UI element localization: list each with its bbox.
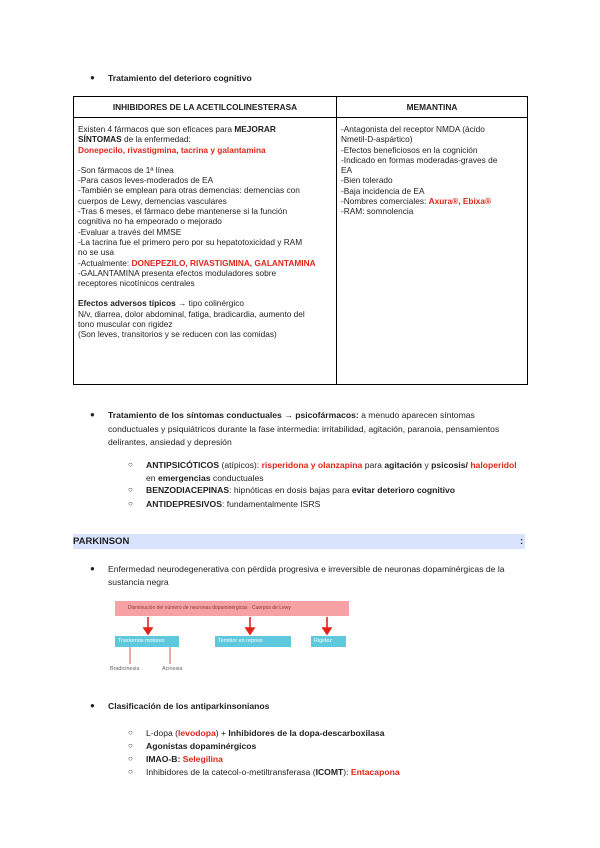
col1-line: cuerpos de Lewy, demencias vasculares (78, 195, 227, 206)
col1-line: -También se emplean para otras demencias: demencias con (78, 185, 300, 196)
imaob-selegilina: Selegilina (182, 754, 223, 764)
imaob-label: IMAO-B: (146, 754, 181, 764)
col1-intro: Existen 4 fármacos que son eficaces para (78, 124, 233, 134)
antipsicoticos-item (146, 460, 517, 483)
antipsicoticos-drugs: risperidona y olanzapina (261, 460, 363, 470)
diagram-leaf-acinesia: Acinesia (162, 666, 183, 672)
diagram-bar-text: Disminución del número de neuronas dopaminérgicas · Cuerpos de Lewy (128, 605, 291, 611)
col1-line: -Tras 6 meses, el fármaco debe mantenerse si la función (78, 206, 288, 217)
col1-actual-drugs: DONEPEZILO, RIVASTIGMINA, GALANTAMINA (131, 257, 316, 268)
col1-line: -Evaluar a través del MMSE (78, 226, 182, 237)
arrow-head-rigidez (323, 628, 331, 634)
col2-cell (337, 118, 528, 385)
antipsicoticos-agitacion: agitación (384, 460, 423, 470)
ldopa-text: L-dopa ( (146, 728, 179, 738)
diagram-box-motor: Trastornos motores (115, 636, 179, 647)
diagram-box-temblor: Temblor en reposo (215, 636, 291, 647)
section2-paragraph (108, 410, 499, 448)
section2-bold: Tratamiento de los síntomas conductuales → psicofármacos: (108, 410, 359, 420)
icomt-label: ICOMT (315, 767, 344, 777)
icomt-entacapona: Entacapona (350, 767, 400, 777)
col1-adverse-rest: → tipo colinérgico (178, 298, 245, 309)
parkinson-description (108, 564, 505, 587)
col2-line: -Baja incidencia de EA (341, 185, 425, 196)
circle-bullet-icon: ○ (128, 460, 133, 469)
arrow-head-temblor (246, 628, 254, 634)
col2-commercial-names: Axura®, Ebixa® (428, 196, 492, 207)
circle-bullet-icon: ○ (128, 767, 133, 776)
treatment-table (73, 96, 528, 385)
col1-line: -Son fármacos de 1ª línea (78, 164, 174, 175)
bullet-icon: ● (90, 564, 95, 573)
antipsicoticos-psicosis: psicosis/ (431, 460, 468, 470)
arrow-head-motor (144, 628, 152, 634)
col2-line: EA (341, 165, 353, 176)
ldopa-inhibidores: Inhibidores de la dopa-descarboxilasa (228, 728, 385, 738)
ldopa-text2: ) + (215, 728, 227, 738)
col2-line: -Indicado en formas moderadas-graves de (341, 154, 498, 165)
col1-line: -Para casos leves-moderados de EA (78, 175, 214, 186)
col1-intro-bold: MEJORAR (234, 124, 276, 134)
antipsicoticos-label: ANTIPSICÓTICOS (146, 460, 220, 470)
section2-line3: delirantes, ansiedad y depresión (108, 437, 232, 448)
circle-bullet-icon: ○ (128, 754, 133, 763)
benzodiacepinas-text: : hipnóticas en dosis bajas para (229, 485, 350, 495)
col1-line: -GALANTAMINA presenta efectos moduladores sobre (78, 267, 277, 278)
parkinson-title: PARKINSON (73, 536, 130, 547)
ldopa-item (146, 728, 385, 739)
ldopa-levodopa: levodopa (178, 728, 216, 738)
circle-bullet-icon: ○ (128, 741, 133, 750)
col1-line: receptores nicotínicos centrales (78, 278, 195, 289)
col2-header: MEMANTINA (337, 97, 528, 118)
section-heading-deterioro: Tratamiento del deterioro cognitivo (108, 73, 252, 83)
bullet-icon: ● (90, 410, 95, 419)
diagram-leaf-bradicinesia: Bradicinesia (110, 666, 140, 672)
antipsicoticos-en: en (146, 472, 156, 483)
bullet-icon: ● (90, 701, 95, 710)
col1-line: (Son leves, transitorios y se reducen con las comidas) (78, 329, 277, 340)
col1-drugs: Donepecilo, rivastigmina, tacrina y galantamina (78, 144, 266, 155)
diagram-box-rigidez: Rigidez (311, 636, 346, 647)
col1-line: cognitiva no ha empeorado o mejorado (78, 216, 222, 227)
antipsicoticos-conductuales: conductuales (212, 472, 264, 483)
benzodiacepinas-label: BENZODIACEPINAS (146, 485, 230, 495)
col1-line: tono muscular con rigidez (78, 319, 173, 330)
col2-line: -Bien tolerado (341, 175, 393, 186)
antipsicoticos-atipicos: (atípicos): (221, 460, 260, 470)
col2-line: -Antagonista del receptor NMDA (ácido (341, 124, 485, 134)
antipsicoticos-y: y (424, 460, 429, 470)
icomt-text2: ): (343, 767, 349, 777)
col1-intro2: de la enfermedad: (123, 134, 191, 145)
col1-line: -La tacrina fue el primero pero por su hepatotoxicidad y RAM (78, 236, 303, 247)
col1-header: INHIBIDORES DE LA ACETILCOLINESTERASA (74, 97, 337, 118)
parkinson-header-band (73, 534, 525, 549)
circle-bullet-icon: ○ (128, 728, 133, 737)
col1-line: no se usa (78, 247, 114, 258)
parkinson-desc-line1: Enfermedad neurodegenerativa con pérdida progresiva e irreversible de neuronas dopaminérgicas de la (108, 564, 505, 574)
bullet-icon: ● (90, 73, 95, 82)
section2-line2: conductuales y psiquiátricos durante la fase intermedia: irritabilidad, agitación, paranoia, pensamientos (108, 423, 500, 434)
antipsicoticos-para: para (364, 460, 382, 470)
icomt-item (146, 767, 400, 778)
circle-bullet-icon: ○ (128, 485, 133, 494)
agonistas-item: Agonistas dopaminérgicos (146, 741, 257, 751)
col2-line: Nmetil-D-aspártico) (341, 134, 413, 145)
classification-heading: Clasificación de los antiparkinsonianos (108, 701, 270, 711)
col1-intro2-bold: SÍNTOMAS (78, 134, 122, 145)
col2-ram: -RAM: somnolencia (341, 206, 414, 217)
col2-commercial-prefix: -Nombres comerciales: (341, 196, 427, 207)
circle-bullet-icon: ○ (128, 499, 133, 508)
benzodiacepinas-bold2: evitar deterioro cognitivo (351, 485, 456, 495)
antidepresivos-label: ANTIDEPRESIVOS (146, 499, 222, 509)
antipsicoticos-emergencias: emergencias (157, 472, 211, 483)
col1-cell (74, 118, 337, 385)
col1-actual-prefix: -Actualmente: (78, 257, 130, 268)
col2-line: -Efectos beneficiosos en la cognición (341, 144, 478, 155)
benzodiacepinas-item (146, 485, 455, 496)
antidepresivos-item (146, 499, 320, 510)
imaob-item (146, 754, 223, 765)
icomt-text: Inhibidores de la catecol-o-metiltransferasa ( (146, 767, 316, 777)
parkinson-desc-line2: sustancia negra (108, 576, 169, 587)
parkinson-title-colon: : (520, 536, 524, 547)
col1-adverse-bold: Efectos adversos típicos (78, 298, 176, 309)
section2-rest: a menudo aparecen síntomas (361, 410, 475, 420)
antipsicoticos-haloperidol: haloperidol (470, 460, 517, 470)
antidepresivos-text: : fundamentalmente ISRS (221, 499, 321, 509)
col1-line: N/v, diarrea, dolor abdominal, fatiga, bradicardia, aumento del (78, 308, 305, 319)
